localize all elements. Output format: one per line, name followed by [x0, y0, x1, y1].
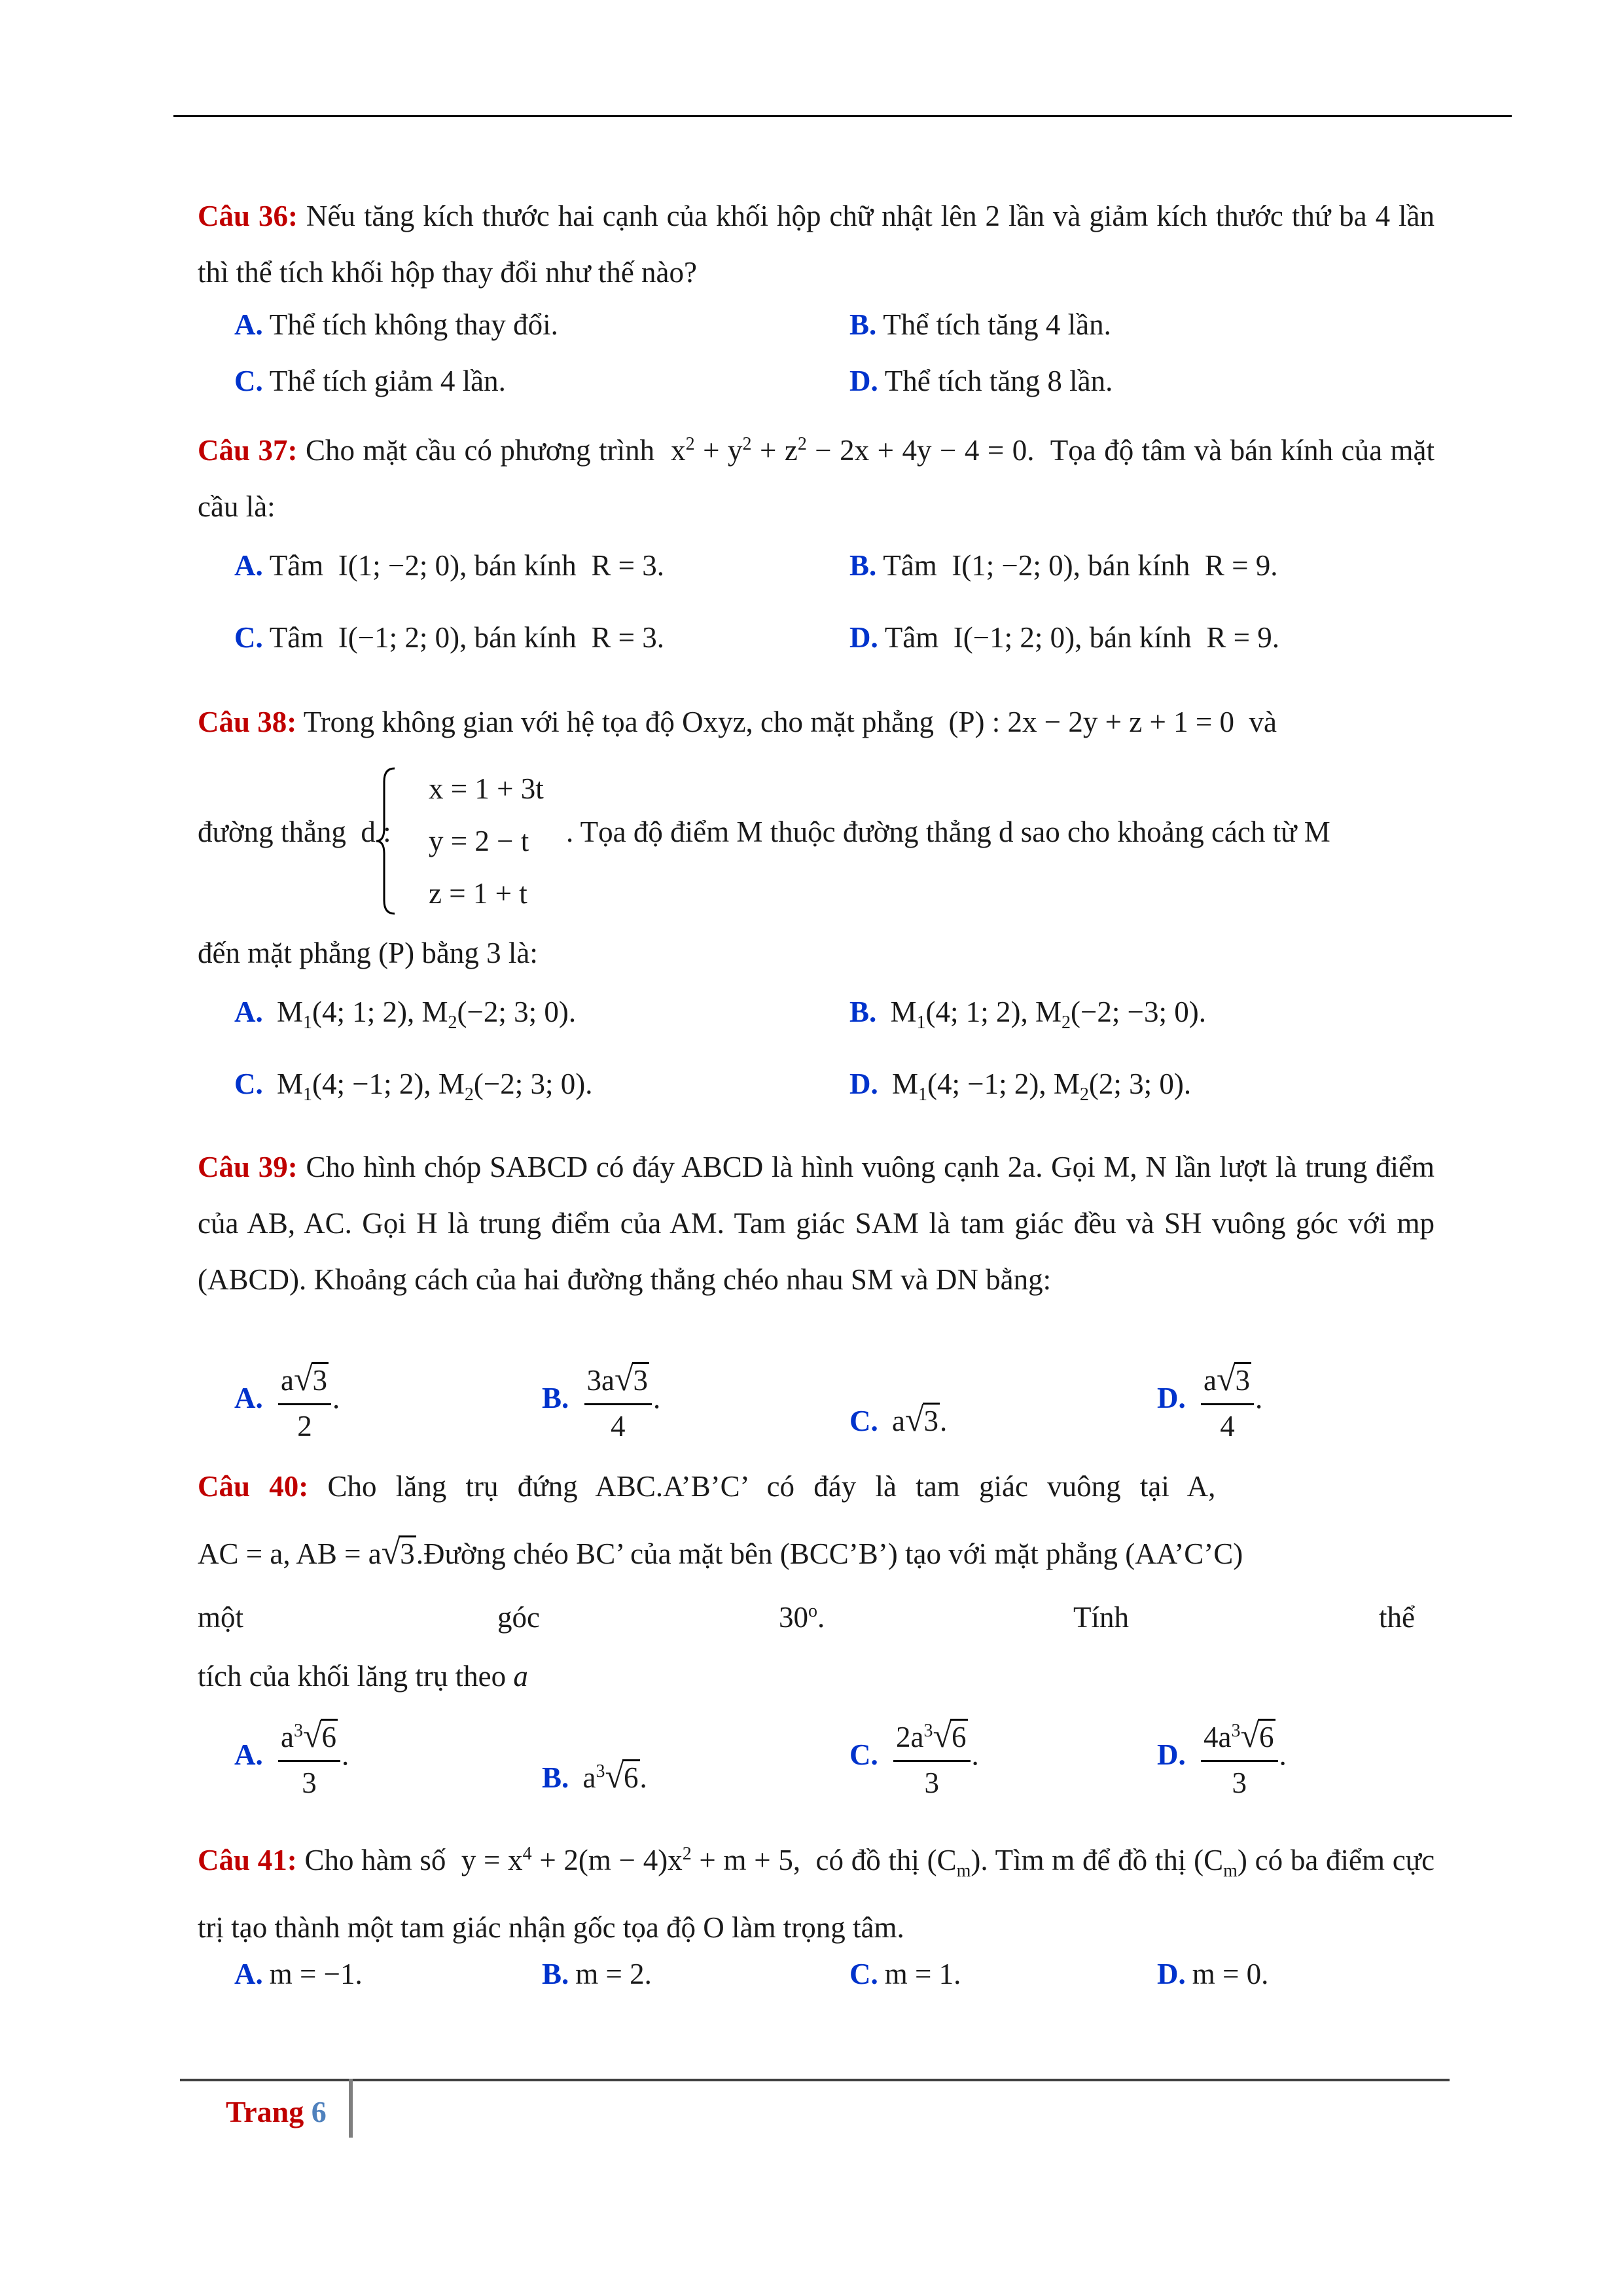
- system-eq-2: y = 2 − t: [429, 825, 529, 857]
- question-36: [198, 188, 1435, 300]
- q36-option-d[interactable]: D. Thể tích tăng 8 lần.: [849, 365, 1113, 397]
- q40-word-goc: góc: [497, 1601, 540, 1634]
- q37-option-c[interactable]: C. Tâm I(−1; 2; 0), bán kính R = 3.: [234, 621, 664, 654]
- line-d-lead: đường thẳng d :: [198, 816, 391, 848]
- page-number: Trang 6: [226, 2095, 327, 2128]
- q37-option-b[interactable]: B. Tâm I(1; −2; 0), bán kính R = 9.: [849, 549, 1278, 582]
- sphere-equation: $x^2 + y^2 + z^2 - 2x + 4y - 4 = 0$.: [662, 434, 1043, 467]
- q38-option-c[interactable]: C. $M_1(4$; −1; 2), $M_2(-2$; 3; 0).: [234, 1067, 593, 1105]
- q40-word-tinh: Tính: [1073, 1601, 1129, 1634]
- q39-option-c[interactable]: C. a√3.: [849, 1401, 948, 1439]
- q40-option-b[interactable]: B. $a^3√6$.: [542, 1758, 647, 1795]
- q40-word-mot: một: [198, 1601, 244, 1634]
- system-eq-3: z = 1 + t: [429, 877, 527, 910]
- q38-option-a[interactable]: A. $M_1(4$; 1; 2), $M_2(-2$; 3; 0).: [234, 996, 577, 1033]
- q39-option-a[interactable]: A. $\frac{a√3}{2}$ .: [234, 1358, 340, 1444]
- question-36-text: Nếu tăng kích thước hai cạnh của khối hộp chữ nhật lên 2 lần và giảm kích thước thứ ba 4 lần thì thể tích khối hộp thay đổi như thế nào?: [198, 200, 1435, 289]
- q41-option-b[interactable]: B. m = 2.: [542, 1958, 652, 1990]
- question-40: Câu 40: Cho lăng trụ đứng ABC.A’B’C’ có đáy là tam giác vuông tại A,: [198, 1470, 1216, 1503]
- q40-word-the: thể: [1379, 1601, 1415, 1634]
- question-38: Câu 38: Trong không gian với hệ tọa độ Oxyz, cho mặt phẳng (P) : 2x − 2y + z + 1 = 0 và: [198, 706, 1277, 738]
- question-39: Câu 39: Cho hình chóp SABCD có đáy ABCD là hình vuông cạnh 2a. Gọi M, N lần lượt là trung điểm của AB, AC. Gọi H là trung điểm của AM. Tam giác SAM là tam giác đều và SH vuông góc với mp (ABCD). Khoảng cách của hai đường thẳng chéo nhau SM và DN bằng:: [198, 1151, 1435, 1296]
- question-40-line4: tích của khối lăng trụ theo a: [198, 1660, 528, 1693]
- question-41: Câu 41: Cho hàm số $y = x^4 + 2(m - 4)x^2 + m + 5$, có đồ thị $(C_m)$. Tìm m để đồ thị $(C_m)$ có ba điểm cực trị tạo thành một tam giác nhận gốc tọa độ O làm trọng tâm.: [198, 1844, 1435, 1944]
- q38-option-b[interactable]: B. $M_1(4$; 1; 2), $M_2(-2$; −3; 0).: [849, 996, 1207, 1033]
- question-40-line2: AC = a, AB = a√3.Đường chéo BC’ của mặt bên (BCC’B’) tạo với mặt phẳng (AA’C’C): [198, 1534, 1243, 1571]
- question-37: Câu 37: Cho mặt cầu có phương trình $x^2 + y^2 + z^2 - 2x + 4y - 4 = 0$. Tọa độ tâm và bán kính của mặt cầu là:: [198, 434, 1435, 523]
- q40-option-a[interactable]: A. $\frac{a^3√6}{3}$ .: [234, 1715, 349, 1801]
- q41-option-c[interactable]: C. m = 1.: [849, 1958, 961, 1990]
- q40-option-d[interactable]: D. $\frac{4a^3√6}{3}$ .: [1157, 1715, 1287, 1801]
- q41-option-d[interactable]: D. m = 0.: [1157, 1958, 1269, 1990]
- q37-option-d[interactable]: D. Tâm I(−1; 2; 0), bán kính R = 9.: [849, 621, 1279, 654]
- q36-option-b[interactable]: B. Thể tích tăng 4 lần.: [849, 308, 1111, 341]
- q39-option-b[interactable]: B. $\frac{3a√3}{4}$ .: [542, 1358, 660, 1444]
- header-rule: [173, 115, 1512, 117]
- footer-divider: [349, 2079, 353, 2138]
- q40-option-c[interactable]: C. $\frac{2a^3√6}{3}$ .: [849, 1715, 979, 1801]
- q39-option-d[interactable]: D. $\frac{a√3}{4}$ .: [1157, 1358, 1262, 1444]
- q36-option-a[interactable]: A. Thể tích không thay đổi.: [234, 308, 558, 341]
- question-36-label: Câu 36:: [198, 200, 298, 232]
- plane-equation: (P) : 2x − 2y + z + 1 = 0: [948, 706, 1234, 738]
- footer-rule: [180, 2079, 1450, 2081]
- q38-option-d[interactable]: D. $M_1(4$; −1; 2), $M_2(2$; 3; 0).: [849, 1067, 1192, 1105]
- question-38-end: đến mặt phẳng (P) bằng 3 là:: [198, 937, 538, 969]
- function-equation: $y = x^4 + 2(m - 4)x^2 + m + 5$,: [454, 1844, 808, 1876]
- system-eq-1: x = 1 + 3t: [429, 772, 544, 805]
- system-brace: [375, 766, 399, 924]
- q36-option-c[interactable]: C. Thể tích giảm 4 lần.: [234, 365, 506, 397]
- brace-icon: [375, 766, 399, 916]
- q40-angle: 30$^o$.: [779, 1601, 825, 1634]
- q37-option-a[interactable]: A. Tâm I(1; −2; 0), bán kính R = 3.: [234, 549, 664, 582]
- q41-option-a[interactable]: A. m = −1.: [234, 1958, 363, 1990]
- question-38-cont: . Tọa độ điểm M thuộc đường thẳng d sao cho khoảng cách từ M: [566, 816, 1330, 848]
